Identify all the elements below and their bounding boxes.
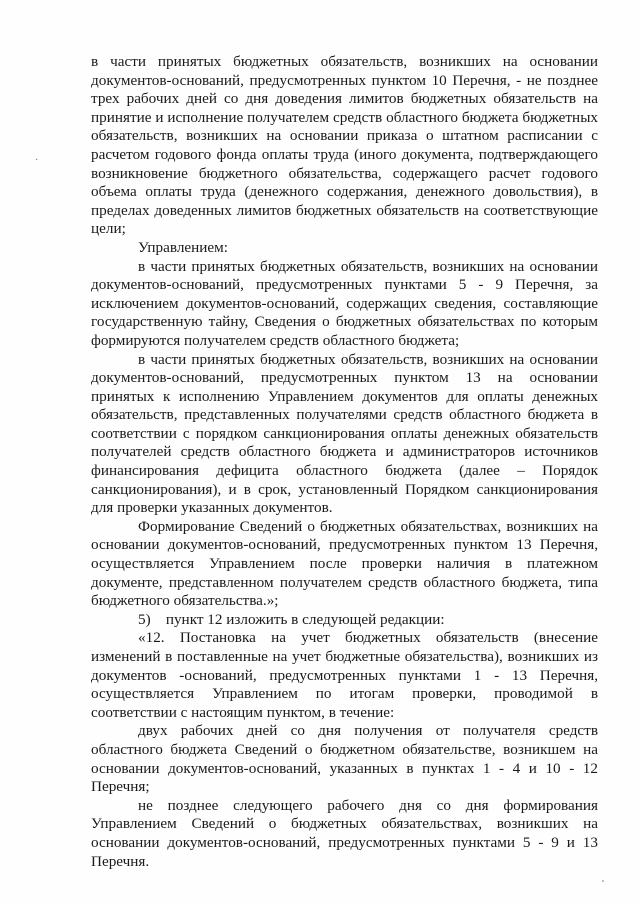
paragraph-6: 5) пункт 12 изложить в следующей редакции: [138,610,445,628]
paragraph-1: в части принятых бюджетных обязательств, возникших на основании документов-оснований, предусмотренных пунктом 10 Перечня, - не позднее трех рабочих дней со дня доведения лимитов бюджетных обязательств на принятие и исполнение получателем средств областного бюджета бюджетных обязательств, возникших на основании приказа о штатном расписании с расчетом годового фонда оплаты труда (иного документа, подтверждающего возникновение бюджетного обязательства, содержащего расчет годового объема оплаты труда (денежного содержания, денежного довольствия), в пределах доведенных лимитов бюджетных обязательств на соответствующие цели; [91,53,598,238]
paragraph-8: двух рабочих дней со дня получения от получателя средств областного бюджета Сведений о бюджетном обязательстве, возникшем на основании документов-оснований, указанных в пунктах 1 - 4 и 10 - 12 Перечня; [91,722,598,796]
paragraph-3: в части принятых бюджетных обязательств, возникших на основании документов-оснований, предусмотренных пунктами 5 - 9 Перечня, за исключением документов-оснований, содержащих сведения, составляющие государственную тайну, Сведения о бюджетных обязательствах по которым формируются получателем средств областного бюджета; [91,257,598,349]
document-body [91,53,598,871]
paragraph-5: Формирование Сведений о бюджетных обязательствах, возникших на основании документов-оснований, предусмотренных пунктом 13 Перечня, осуществляется Управлением после проверки наличия в платежном документе, представленном получателем средств областного бюджета, типа бюджетного обязательства.»; [91,517,598,610]
scan-artifact [602,880,604,882]
scan-margin-mark: · [35,155,39,166]
paragraph-7: «12. Постановка на учет бюджетных обязательств (внесение изменений в поставленные на учет бюджетные обязательства), возникших из документов -оснований, предусмотренных пунктами 1 - 13 Перечня, осуществляется Управлением по итогам проверки, проводимой в соответствии с настоящим пунктом, в течение: [91,629,598,721]
paragraph-2: Управлением: [138,238,228,256]
paragraph-4: в части принятых бюджетных обязательств, возникших на основании документов-оснований, предусмотренных пунктом 13 на основании принятых к исполнению Управлением документов для оплаты денежных обязательств, представленных получателями средств областного бюджета в соответствии с порядком санкционирования оплаты денежных обязательств получателей средств областного бюджета и администраторов источников финансирования дефицита областного бюджета (далее – Порядок санкционирования), и в срок, установленный Порядком санкционирования для проверки указанных документов. [91,350,598,517]
paragraph-9: не позднее следующего рабочего дня со дня формирования Управлением Сведений о бюджетных обязательствах, возникших на основании документов-оснований, предусмотренных пунктами 5 - 9 и 13 Перечня. [91,796,598,870]
